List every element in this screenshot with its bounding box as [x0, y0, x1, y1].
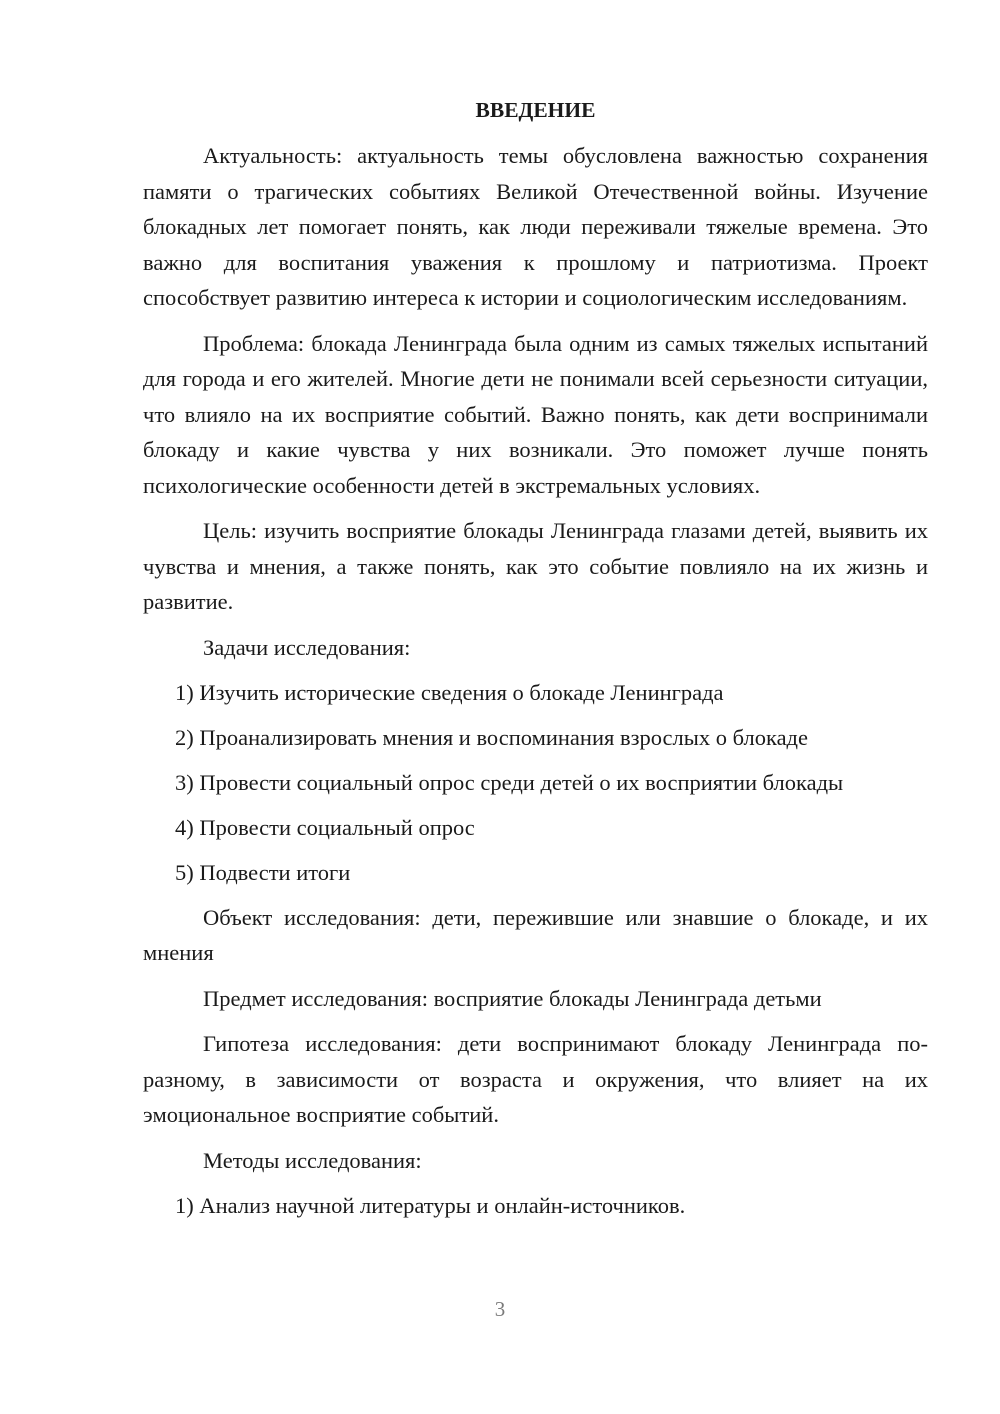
task-item: 4) Провести социальный опрос	[175, 814, 475, 840]
goal-paragraph: Цель: изучить восприятие блокады Ленинграда глазами детей, выявить их чувства и мнения, а также понять, как это событие повлияло на их жизнь и развитие.	[143, 518, 928, 614]
methods-heading: Методы исследования:	[203, 1147, 422, 1173]
document-page	[143, 94, 928, 1233]
tasks-heading: Задачи исследования:	[203, 634, 411, 660]
subject-paragraph: Предмет исследования: восприятие блокады Ленинграда детьми	[203, 985, 822, 1011]
task-item: 3) Провести социальный опрос среди детей о их восприятии блокады	[175, 769, 844, 795]
section-title: ВВЕДЕНИЕ	[475, 98, 596, 122]
page-number: 3	[494, 1297, 506, 1321]
task-item: 2) Проанализировать мнения и воспоминания взрослых о блокаде	[175, 724, 808, 750]
object-paragraph: Объект исследования: дети, пережившие или знавшие о блокаде, и их мнения	[143, 904, 928, 965]
hypothesis-paragraph: Гипотеза исследования: дети воспринимают блокаду Ленинграда по-разному, в зависимости от возраста и окружения, что влияет на их эмоциональное восприятие событий.	[143, 1031, 928, 1127]
problem-paragraph: Проблема: блокада Ленинграда была одним из самых тяжелых испытаний для города и его жителей. Многие дети не понимали всей серьезности ситуации, что влияло на их восприятие событий. Важно понять, как дети воспринимали блокаду и какие чувства у них возникали. Это поможет лучше понять психологические особенности детей в экстремальных условиях.	[143, 330, 928, 498]
task-item: 5) Подвести итоги	[175, 859, 351, 885]
method-item: 1) Анализ научной литературы и онлайн-источников.	[175, 1192, 686, 1218]
task-item: 1) Изучить исторические сведения о блокаде Ленинграда	[175, 679, 724, 705]
relevance-paragraph: Актуальность: актуальность темы обусловлена важностью сохранения памяти о трагических событиях Великой Отечественной войны. Изучение блокадных лет помогает понять, как люди переживали тяжелые времена. Это важно для воспитания уважения к прошлому и патриотизма. Проект способствует развитию интереса к истории и социологическим исследованиям.	[143, 143, 928, 310]
